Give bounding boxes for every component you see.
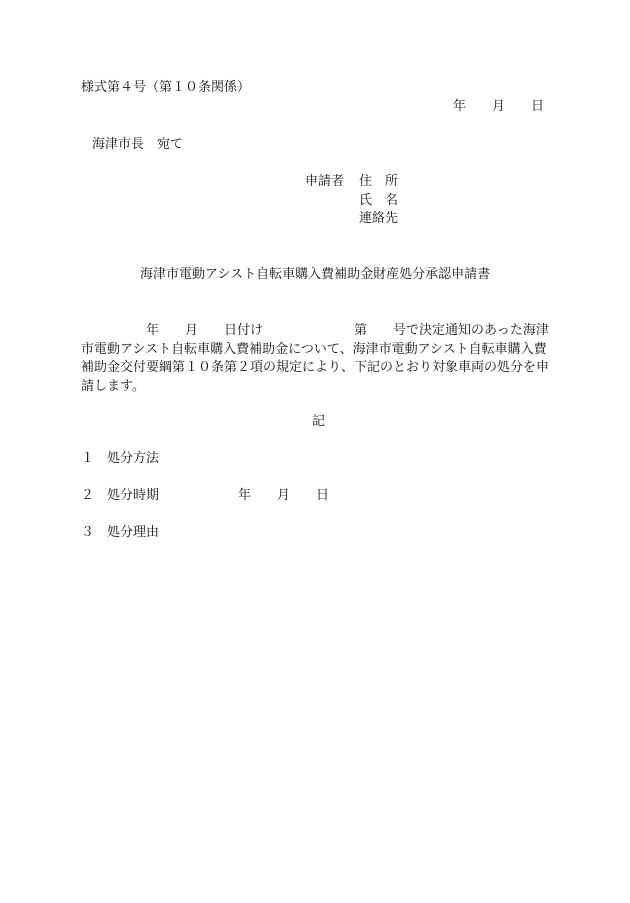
item-disposal-reason: ３ 処分理由 <box>81 525 160 540</box>
form-number: 様式第４号（第１０条関係） <box>81 80 251 95</box>
disposal-timing-date: 年 月 日 <box>238 488 330 503</box>
body-line: 請します。 <box>81 378 145 394</box>
document-title: 海津市電動アシスト自転車購入費補助金財産処分承認申請書 <box>140 267 491 282</box>
body-line: 年 月 日付け 第 号で決定通知のあった海津 <box>81 323 549 338</box>
body-line: 市電動アシスト自転車購入費補助金について、海津市電動アシスト自転車購入費 <box>81 341 547 357</box>
name-label: 氏 名 <box>359 193 399 208</box>
addressee: 海津市長 宛て <box>92 137 184 152</box>
item-disposal-method: １ 処分方法 <box>81 451 160 466</box>
address-label: 住 所 <box>359 174 399 189</box>
date-line: 年 月 日 <box>453 99 545 114</box>
body-line: 補助金交付要綱第１０条第２項の規定により、下記のとおり対象車両の処分を申 <box>81 360 550 375</box>
applicant-label: 申請者 <box>305 174 345 189</box>
ki-heading: 記 <box>312 414 326 429</box>
contact-label: 連絡先 <box>359 211 399 226</box>
body-paragraph <box>81 322 561 396</box>
item-disposal-timing: ２ 処分時期 <box>81 488 160 503</box>
